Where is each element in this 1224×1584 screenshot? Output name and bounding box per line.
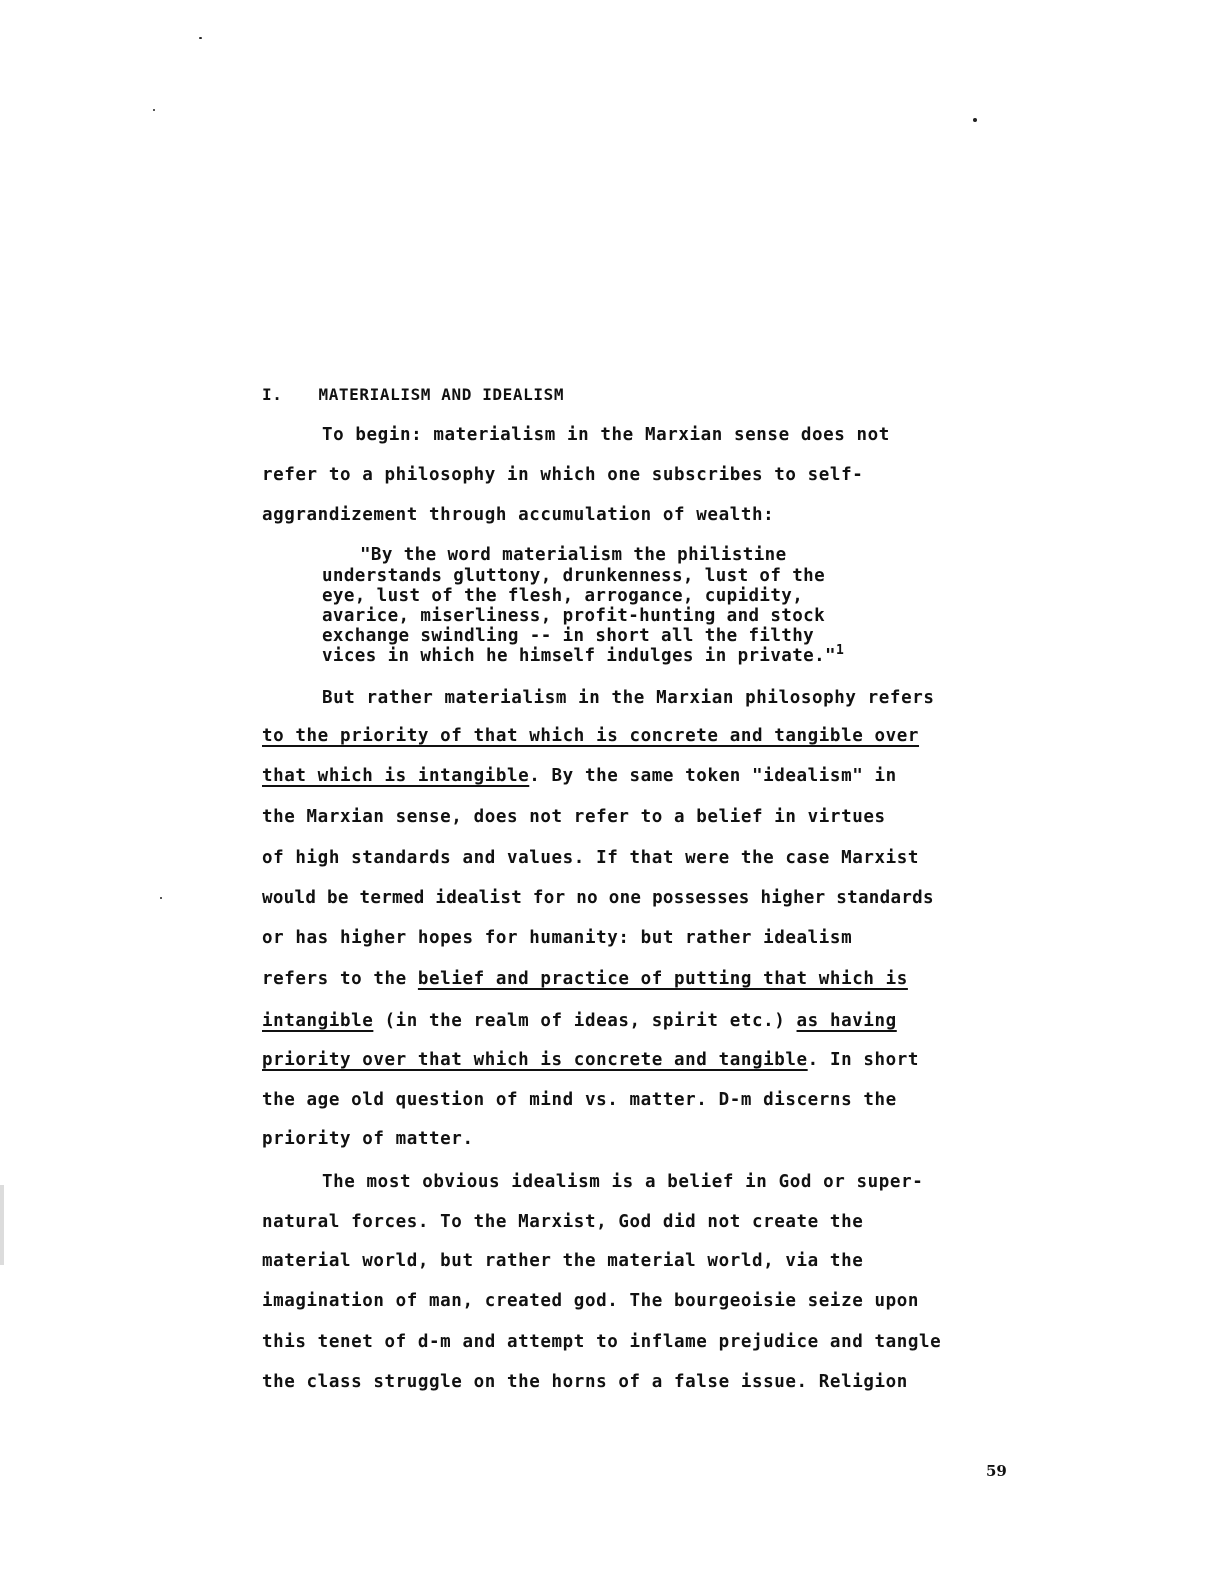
paragraph-line: imagination of man, created god. The bourgeoisie seize upon	[262, 1291, 920, 1311]
quote-line: eye, lust of the flesh, arrogance, cupidity,	[322, 586, 804, 606]
paragraph-line: To begin: materialism in the Marxian sense does not	[322, 425, 890, 445]
paragraph-line: or has higher hopes for humanity: but rather idealism	[262, 928, 853, 948]
scan-speck	[160, 897, 162, 899]
quote-line: "By the word materialism the philistine	[360, 545, 787, 565]
underlined-text: as having	[796, 1011, 897, 1031]
paragraph-line: priority of matter.	[262, 1129, 474, 1149]
section-heading	[262, 384, 564, 406]
text-run: refers to the	[262, 969, 418, 989]
underlined-text: belief and practice of putting that which is	[417, 969, 908, 989]
page-number: 59	[986, 1462, 1007, 1480]
paragraph-line: But rather materialism in the Marxian philosophy refers	[322, 688, 935, 708]
text-run: . In short	[807, 1050, 920, 1070]
paragraph-line: would be termed idealist for no one possesses higher standards	[262, 888, 934, 908]
scan-speck	[199, 37, 202, 39]
paragraph-line: the class struggle on the horns of a false issue. Religion	[262, 1372, 908, 1392]
underlined-text: to the priority of that which is concrete and tangible over	[262, 726, 920, 746]
scan-edge-shadow	[0, 1185, 4, 1265]
underlined-text: that which is intangible	[262, 766, 530, 786]
quote-line: avarice, miserliness, profit-hunting and stock	[322, 606, 826, 626]
paragraph-line: material world, but rather the material world, via the	[262, 1251, 864, 1271]
scan-speck	[153, 109, 155, 111]
section-number: I.	[262, 385, 283, 404]
quote-line-last	[322, 643, 845, 666]
quote-line: vices in which he himself indulges in private."	[322, 646, 836, 666]
paragraph-line	[262, 765, 897, 787]
underlined-text: priority over that which is concrete and tangible	[262, 1050, 808, 1070]
underlined-text: intangible	[262, 1011, 374, 1031]
quote-line: exchange swindling -- in short all the filthy	[322, 626, 815, 646]
text-run: (in the realm of ideas, spirit etc.)	[373, 1011, 797, 1031]
paragraph-line	[262, 1049, 919, 1071]
section-title: MATERIALISM AND IDEALISM	[318, 385, 565, 404]
paragraph-line: the Marxian sense, does not refer to a belief in virtues	[262, 807, 886, 827]
paragraph-line: this tenet of d-m and attempt to inflame prejudice and tangle	[262, 1332, 942, 1352]
footnote-reference: 1	[836, 643, 845, 658]
quote-line: understands gluttony, drunkenness, lust of the	[322, 566, 826, 586]
paragraph-line: refer to a philosophy in which one subscribes to self-	[262, 465, 864, 485]
paragraph-line: aggrandizement through accumulation of wealth:	[262, 505, 775, 525]
paragraph-line	[262, 968, 908, 990]
paragraph-line	[262, 725, 919, 747]
scan-speck	[973, 118, 977, 122]
paragraph-line: natural forces. To the Marxist, God did not create the	[262, 1212, 864, 1232]
paragraph-line: of high standards and values. If that were the case Marxist	[262, 848, 920, 868]
text-run: . By the same token "idealism" in	[529, 766, 897, 786]
paragraph-line: The most obvious idealism is a belief in God or super-	[322, 1172, 924, 1192]
paragraph-line: the age old question of mind vs. matter. D-m discerns the	[262, 1090, 897, 1110]
paragraph-line	[262, 1010, 897, 1032]
